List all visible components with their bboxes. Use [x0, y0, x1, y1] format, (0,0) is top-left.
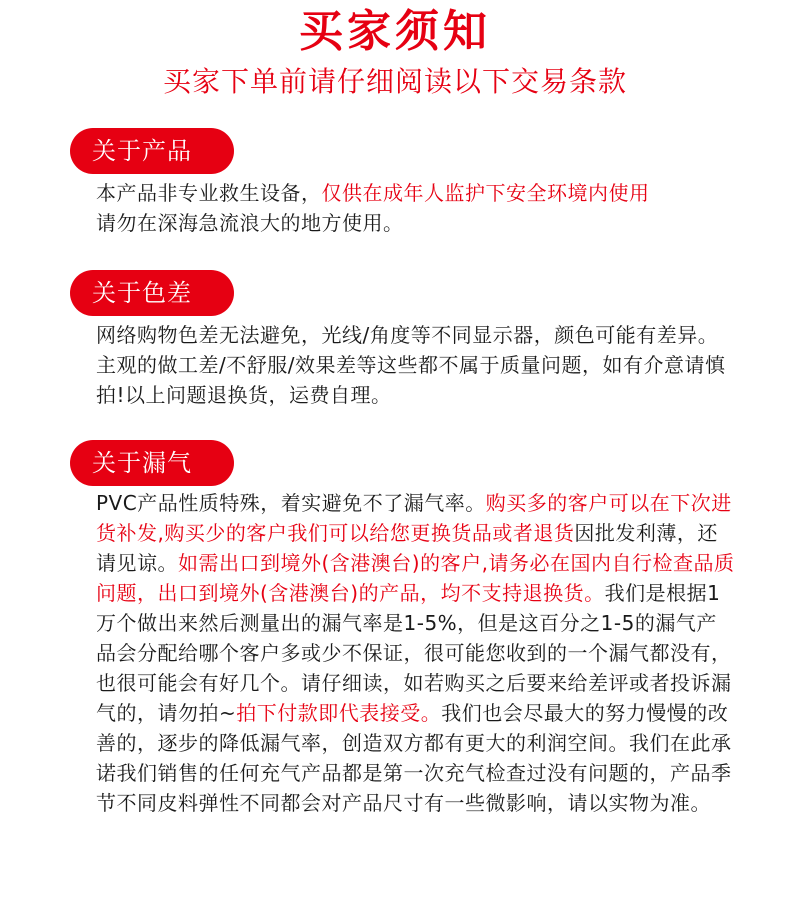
highlight-segment: 如需出口到境外(含港澳台)的客户,请务必在国内自行检查品质问题，出口到境外(含港澳台)的产品，均不支持退换货。	[96, 551, 735, 605]
text-segment: 因批发利薄，还请见谅。	[96, 521, 718, 575]
text-segment: 请勿在深海急流浪大的地方使用。	[96, 211, 404, 235]
highlight-segment: 拍下付款即代表接受。	[236, 701, 442, 725]
section-badge-color-difference: 关于色差	[70, 270, 234, 316]
text-segment: 本产品非专业救生设备，	[96, 181, 322, 205]
text-segment: 网络购物色差无法避免，光线/角度等不同显示器，颜色可能有差异。主观的做工差/不舒服/效果差等这些都不属于质量问题，如有介意请慎拍!以上问题退换货，运费自理。	[96, 323, 726, 407]
highlight-segment: 购买多的客户可以在下次进货补发,购买少的客户我们可以给您更换货品或者退货	[96, 491, 732, 545]
page-subtitle: 买家下单前请仔细阅读以下交易条款	[162, 65, 627, 98]
page-title: 买家须知	[299, 6, 491, 57]
section-text-color-difference	[96, 320, 736, 410]
highlight-segment: 仅供在成年人监护下安全环境内使用	[321, 181, 650, 205]
text-segment: PVC产品性质特殊，着实避免不了漏气率。	[96, 491, 486, 515]
section-badge-product: 关于产品	[70, 128, 234, 174]
text-segment: 我们也会尽最大的努力慢慢的改善的，逐步的降低漏气率，创造双方都有更大的利润空间。我们在此承诺我们销售的任何充气产品都是第一次充气检查过没有问题的，产品季节不同皮料弹性不同都会对产品尺寸有一些微影响，请以实物为准。	[96, 701, 732, 815]
section-text-product	[96, 178, 736, 238]
text-segment: 我们是根据1万个做出来然后测量出的漏气率是1-5%，但是这百分之1-5的漏气产品会分配给哪个客户多或少不保证，很可能您收到的一个漏气都没有，也很可能会有好几个。请仔细读，如若购买之后要来给差评或者投诉漏气的，请勿拍~	[96, 581, 732, 725]
section-badge-air-leak: 关于漏气	[70, 440, 234, 486]
section-text-air-leak	[96, 488, 736, 818]
